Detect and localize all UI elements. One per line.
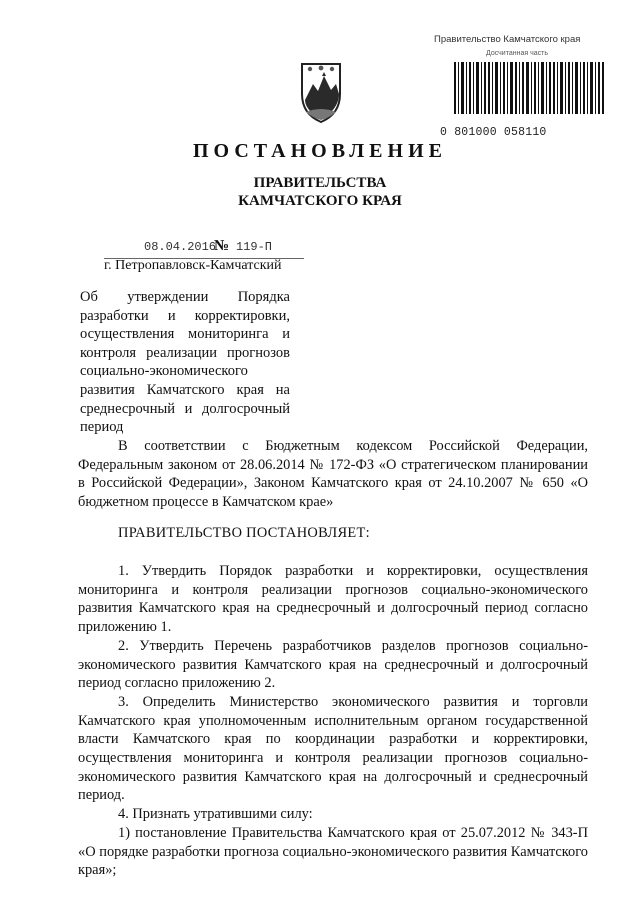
document-date: 08.04.2016 — [144, 240, 217, 254]
resolution-item: 3. Определить Министерство экономического развития и торговли Камчатского края уполномоченным исполнительным органом государственной власти Камчатского края по координации разработки и корректировки, осуществления мониторинга и контроля реализации прогнозов социально-экономического развития Камчатского края на долгосрочный и среднесрочный период. — [78, 693, 588, 804]
number-sign: № — [214, 238, 230, 254]
coat-of-arms-icon — [296, 60, 346, 124]
document-number: 119-П — [236, 240, 273, 254]
preamble-text: В соответствии с Бюджетным кодексом Российской Федерации, Федеральным законом от 28.06.2014 № 172-ФЗ «О стратегическом планировании в Российской Федерации», Законом Камчатского края от 24.10.2007 № 650 «О бюджетном процессе в Камчатском крае» — [78, 438, 588, 511]
barcode-number: 0 801000 058110 — [440, 126, 547, 139]
resolve-text: ПРАВИТЕЛЬСТВО ПОСТАНОВЛЯЕТ: — [118, 525, 370, 541]
barcode-icon — [454, 62, 604, 114]
resolution-items — [78, 562, 588, 880]
date-number-line — [104, 240, 304, 259]
resolution-item: 2. Утвердить Перечень разработчиков разделов прогнозов социально-экономического развития Камчатского края на среднесрочный и долгосрочный период согласно приложению 2. — [78, 637, 588, 692]
issuer-line-2: КАМЧАТСКОГО КРАЯ — [238, 193, 402, 209]
resolution-item: 1) постановление Правительства Камчатского края от 25.07.2012 № 343-П «О порядке разработки прогноза социально-экономического развития Камчатского края»; — [78, 824, 588, 879]
barcode-stamp — [430, 32, 620, 139]
city-line: г. Петропавловск-Камчатский — [104, 258, 282, 273]
document-title: ПОСТАНОВЛЕНИЕ — [193, 140, 447, 162]
document-subject: Об утверждении Порядка разработки и корректировки, осуществления мониторинга и контроля реализации прогнозов социально-экономического развития Камчатского края на среднесрочный и долгосрочный период — [80, 289, 290, 436]
issuer-line-1: ПРАВИТЕЛЬСТВА — [253, 175, 387, 191]
preamble — [78, 437, 588, 512]
resolution-item: 4. Признать утратившими силу: — [118, 806, 313, 823]
stamp-subtitle: Досчитанная часть — [486, 50, 548, 57]
stamp-organization: Правительство Камчатского края — [434, 34, 581, 45]
resolution-item: 1. Утвердить Порядок разработки и корректировки, осуществления мониторинга и контроля реализации прогнозов социально-экономического развития Камчатского края на среднесрочный и долгосрочный период согласно приложению 1. — [78, 563, 588, 636]
resolution-heading — [78, 524, 588, 543]
